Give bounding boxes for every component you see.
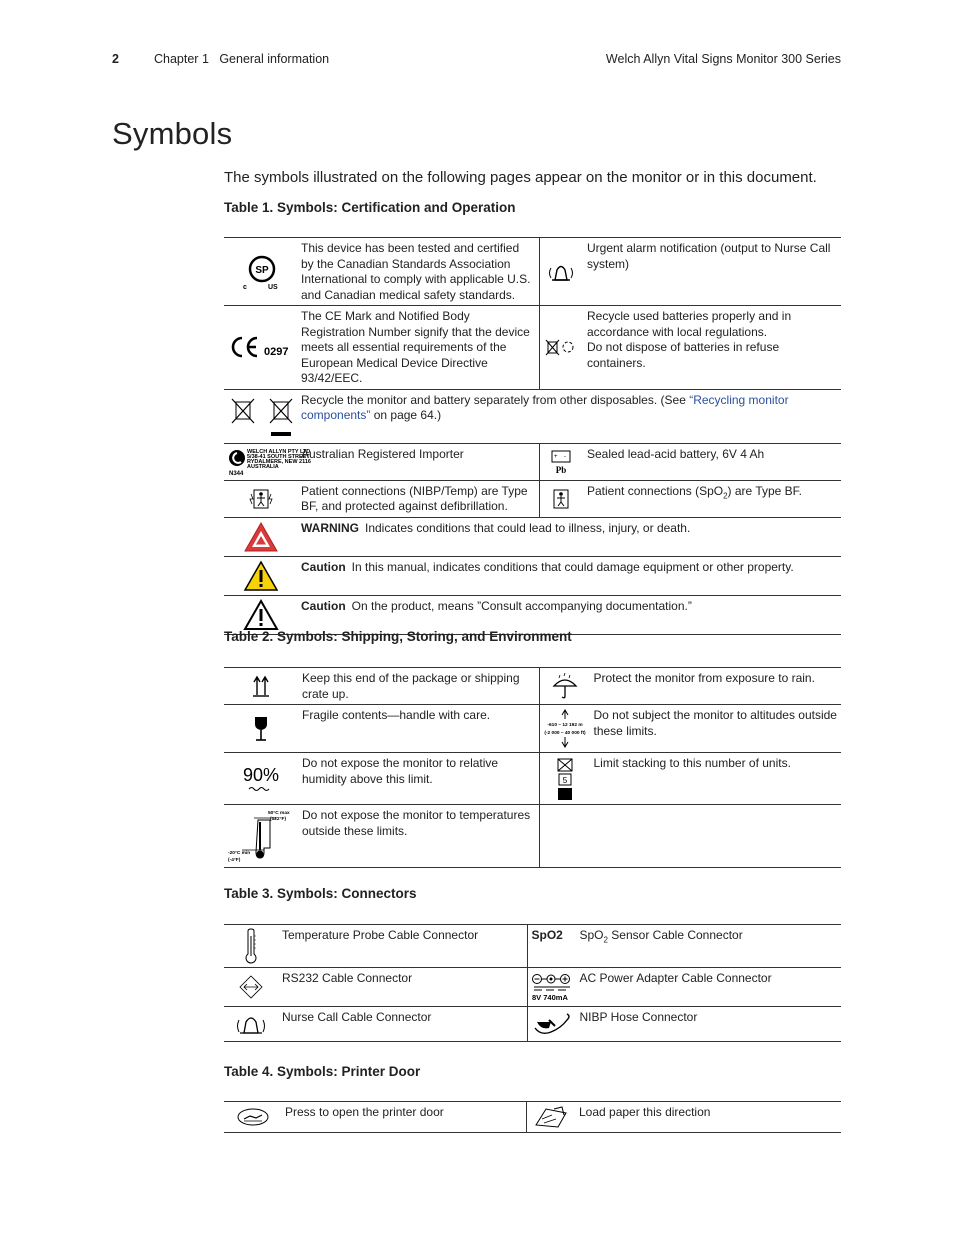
bf-icon [539, 480, 583, 517]
table2-caption: Table 2. Symbols: Shipping, Storing, and Environment [224, 629, 572, 644]
temperature-limit-icon [224, 805, 298, 868]
rs232-icon [224, 968, 278, 1007]
table-row [224, 480, 841, 517]
battery-recycle-line2: Do not dispose of batteries in refuse containers. [587, 340, 780, 370]
csa-icon [224, 238, 297, 306]
press-open-description: Press to open the printer door [281, 1102, 526, 1133]
this-way-up-description: Keep this end of the package or shipping crate up. [298, 668, 539, 705]
svg-text:WELCH ALLYN PTY LTD: WELCH ALLYN PTY LTD [246, 448, 310, 455]
svg-text:5/38-41 SOUTH STREET: 5/38-41 SOUTH STREET [246, 453, 310, 460]
warning-triangle-icon [224, 517, 297, 556]
warning-description: WARNING Indicates conditions that could lead to illness, injury, or death. [297, 517, 841, 556]
lead-acid-description: Sealed lead-acid battery, 6V 4 Ah [583, 443, 841, 480]
page-title: Symbols [112, 116, 233, 151]
table1-certification [224, 237, 841, 635]
csa-description: This device has been tested and certified by the Canadian Standards Association International to comply with applicable U.S. and Canadian medical safety standards. [297, 238, 539, 306]
defib-bf-description: Patient connections (NIBP/Temp) are Type BF, and protected against defibrillation. [297, 480, 539, 517]
svg-text:90%: 90% [242, 764, 280, 785]
dc-polarity-icon [527, 968, 576, 1007]
this-way-up-icon [224, 668, 298, 705]
weee-bin-icons [224, 389, 297, 443]
table-row [224, 1102, 841, 1133]
svg-text:Pb: Pb [555, 464, 567, 475]
rs232-description: RS232 Cable Connector [278, 968, 527, 1007]
table4-caption: Table 4. Symbols: Printer Door [224, 1064, 421, 1079]
empty-cell [539, 805, 841, 868]
ac-adapter-description: AC Power Adapter Cable Connector [576, 968, 842, 1007]
alarm-description: Urgent alarm notification (output to Nurse Call system) [583, 238, 841, 306]
svg-text:5: 5 [562, 775, 567, 785]
caution-manual-description: Caution In this manual, indicates conditions that could damage equipment or other property. [297, 556, 841, 595]
lead-acid-battery-icon [539, 443, 583, 480]
nibp-description: NIBP Hose Connector [576, 1007, 842, 1042]
alarm-bell-icon [539, 238, 583, 306]
table-row [224, 753, 841, 805]
svg-text:(-2 000 – 40 000 ft): (-2 000 – 40 000 ft) [543, 730, 586, 736]
press-open-icon [224, 1102, 281, 1133]
nibp-hose-icon [527, 1007, 576, 1042]
table4-printer-door [224, 1101, 841, 1133]
table-row [224, 705, 841, 753]
page-number: 2 [112, 52, 119, 66]
table-row [224, 517, 841, 556]
temperature-description: Do not expose the monitor to temperatures outside these limits. [298, 805, 539, 868]
svg-text:-610 – 12 192 m: -610 – 12 192 m [546, 722, 583, 728]
svg-text:8V 740mA: 8V 740mA [531, 993, 568, 1002]
table-row [224, 443, 841, 480]
table-row [224, 389, 841, 443]
table1-caption: Table 1. Symbols: Certification and Operation [224, 200, 516, 215]
altitude-description: Do not subject the monitor to altitudes outside these limits. [590, 705, 842, 753]
importer-logo-icon [224, 443, 311, 480]
ce-description: The CE Mark and Notified Body Registration Number signify that the device meets all essential requirements of the European Medical Device Directive 93/42/EEC. [297, 306, 539, 390]
svg-text:(-4°F): (-4°F) [228, 858, 241, 863]
spo2-connector-icon: SpO2 [527, 925, 576, 968]
svg-text:50°C max: 50°C max [268, 811, 290, 816]
svg-text:US: US [267, 283, 278, 291]
table3-connectors [224, 924, 841, 1042]
battery-recycle-line1: Recycle used batteries properly and in accordance with local regulations. [587, 309, 792, 339]
table-row [224, 306, 841, 390]
svg-text:-20°C min: -20°C min [228, 851, 251, 856]
svg-text:0297: 0297 [263, 346, 288, 359]
altitude-limits-icon [539, 705, 590, 753]
table3-caption: Table 3. Symbols: Connectors [224, 886, 417, 901]
nurse-call-description: Nurse Call Cable Connector [278, 1007, 527, 1042]
battery-recycle-description [583, 306, 841, 390]
chapter-label: Chapter 1 General information [154, 52, 330, 66]
temp-probe-description: Temperature Probe Cable Connector [278, 925, 527, 968]
table-row [224, 1007, 841, 1042]
svg-text:RYDALMERE, NEW 2116: RYDALMERE, NEW 2116 [246, 458, 311, 465]
svg-text:SP: SP [254, 264, 269, 276]
svg-text:AUSTRALIA: AUSTRALIA [246, 463, 279, 470]
load-paper-description: Load paper this direction [575, 1102, 841, 1133]
svg-text:(122°F): (122°F) [270, 817, 287, 822]
spo2-bf-description: Patient connections (SpO$_2$) are Type BF. [583, 480, 841, 517]
stacking-limit-icon [539, 753, 590, 805]
table-row [224, 925, 841, 968]
table-row [224, 238, 841, 306]
battery-recycle-icon [539, 306, 583, 390]
recycle-monitor-description [297, 389, 841, 443]
table-row [224, 805, 841, 868]
nurse-call-bell-icon [224, 1007, 278, 1042]
recycling-link[interactable]: “Recycling monitor components” [301, 392, 789, 422]
intro-paragraph: The symbols illustrated on the following pages appear on the monitor or in this document. [224, 169, 817, 186]
table-row [224, 556, 841, 595]
document-title: Welch Allyn Vital Signs Monitor 300 Series [605, 52, 841, 66]
fragile-description: Fragile contents—handle with care. [298, 705, 539, 753]
rain-description: Protect the monitor from exposure to rain. [590, 668, 842, 705]
spo2-connector-description: SpO$_2$ Sensor Cable Connector [576, 925, 842, 968]
svg-text:-: - [564, 453, 567, 460]
table-row [224, 968, 841, 1007]
caution-yellow-icon [224, 556, 297, 595]
caution-product-description: Caution On the product, means ”Consult accompanying documentation.” [297, 595, 841, 634]
load-paper-icon [526, 1102, 575, 1133]
humidity-limit-icon [224, 753, 298, 805]
table-row [224, 668, 841, 705]
ce-mark-icon [224, 306, 297, 390]
importer-description: Australian Registered Importer [297, 443, 539, 480]
svg-text:+: + [554, 453, 558, 460]
stacking-description: Limit stacking to this number of units. [590, 753, 842, 805]
umbrella-icon [539, 668, 590, 705]
svg-text:N344: N344 [228, 470, 243, 477]
svg-text:c: c [242, 283, 247, 291]
table2-shipping [224, 667, 841, 868]
defib-proof-bf-icon [224, 480, 297, 517]
recycle-text-end: on page 64.) [370, 408, 442, 422]
recycle-text: Recycle the monitor and battery separately from other disposables. (See [301, 392, 690, 407]
thermometer-icon [224, 925, 278, 968]
humidity-description: Do not expose the monitor to relative humidity above this limit. [298, 753, 539, 805]
fragile-glass-icon [224, 705, 298, 753]
